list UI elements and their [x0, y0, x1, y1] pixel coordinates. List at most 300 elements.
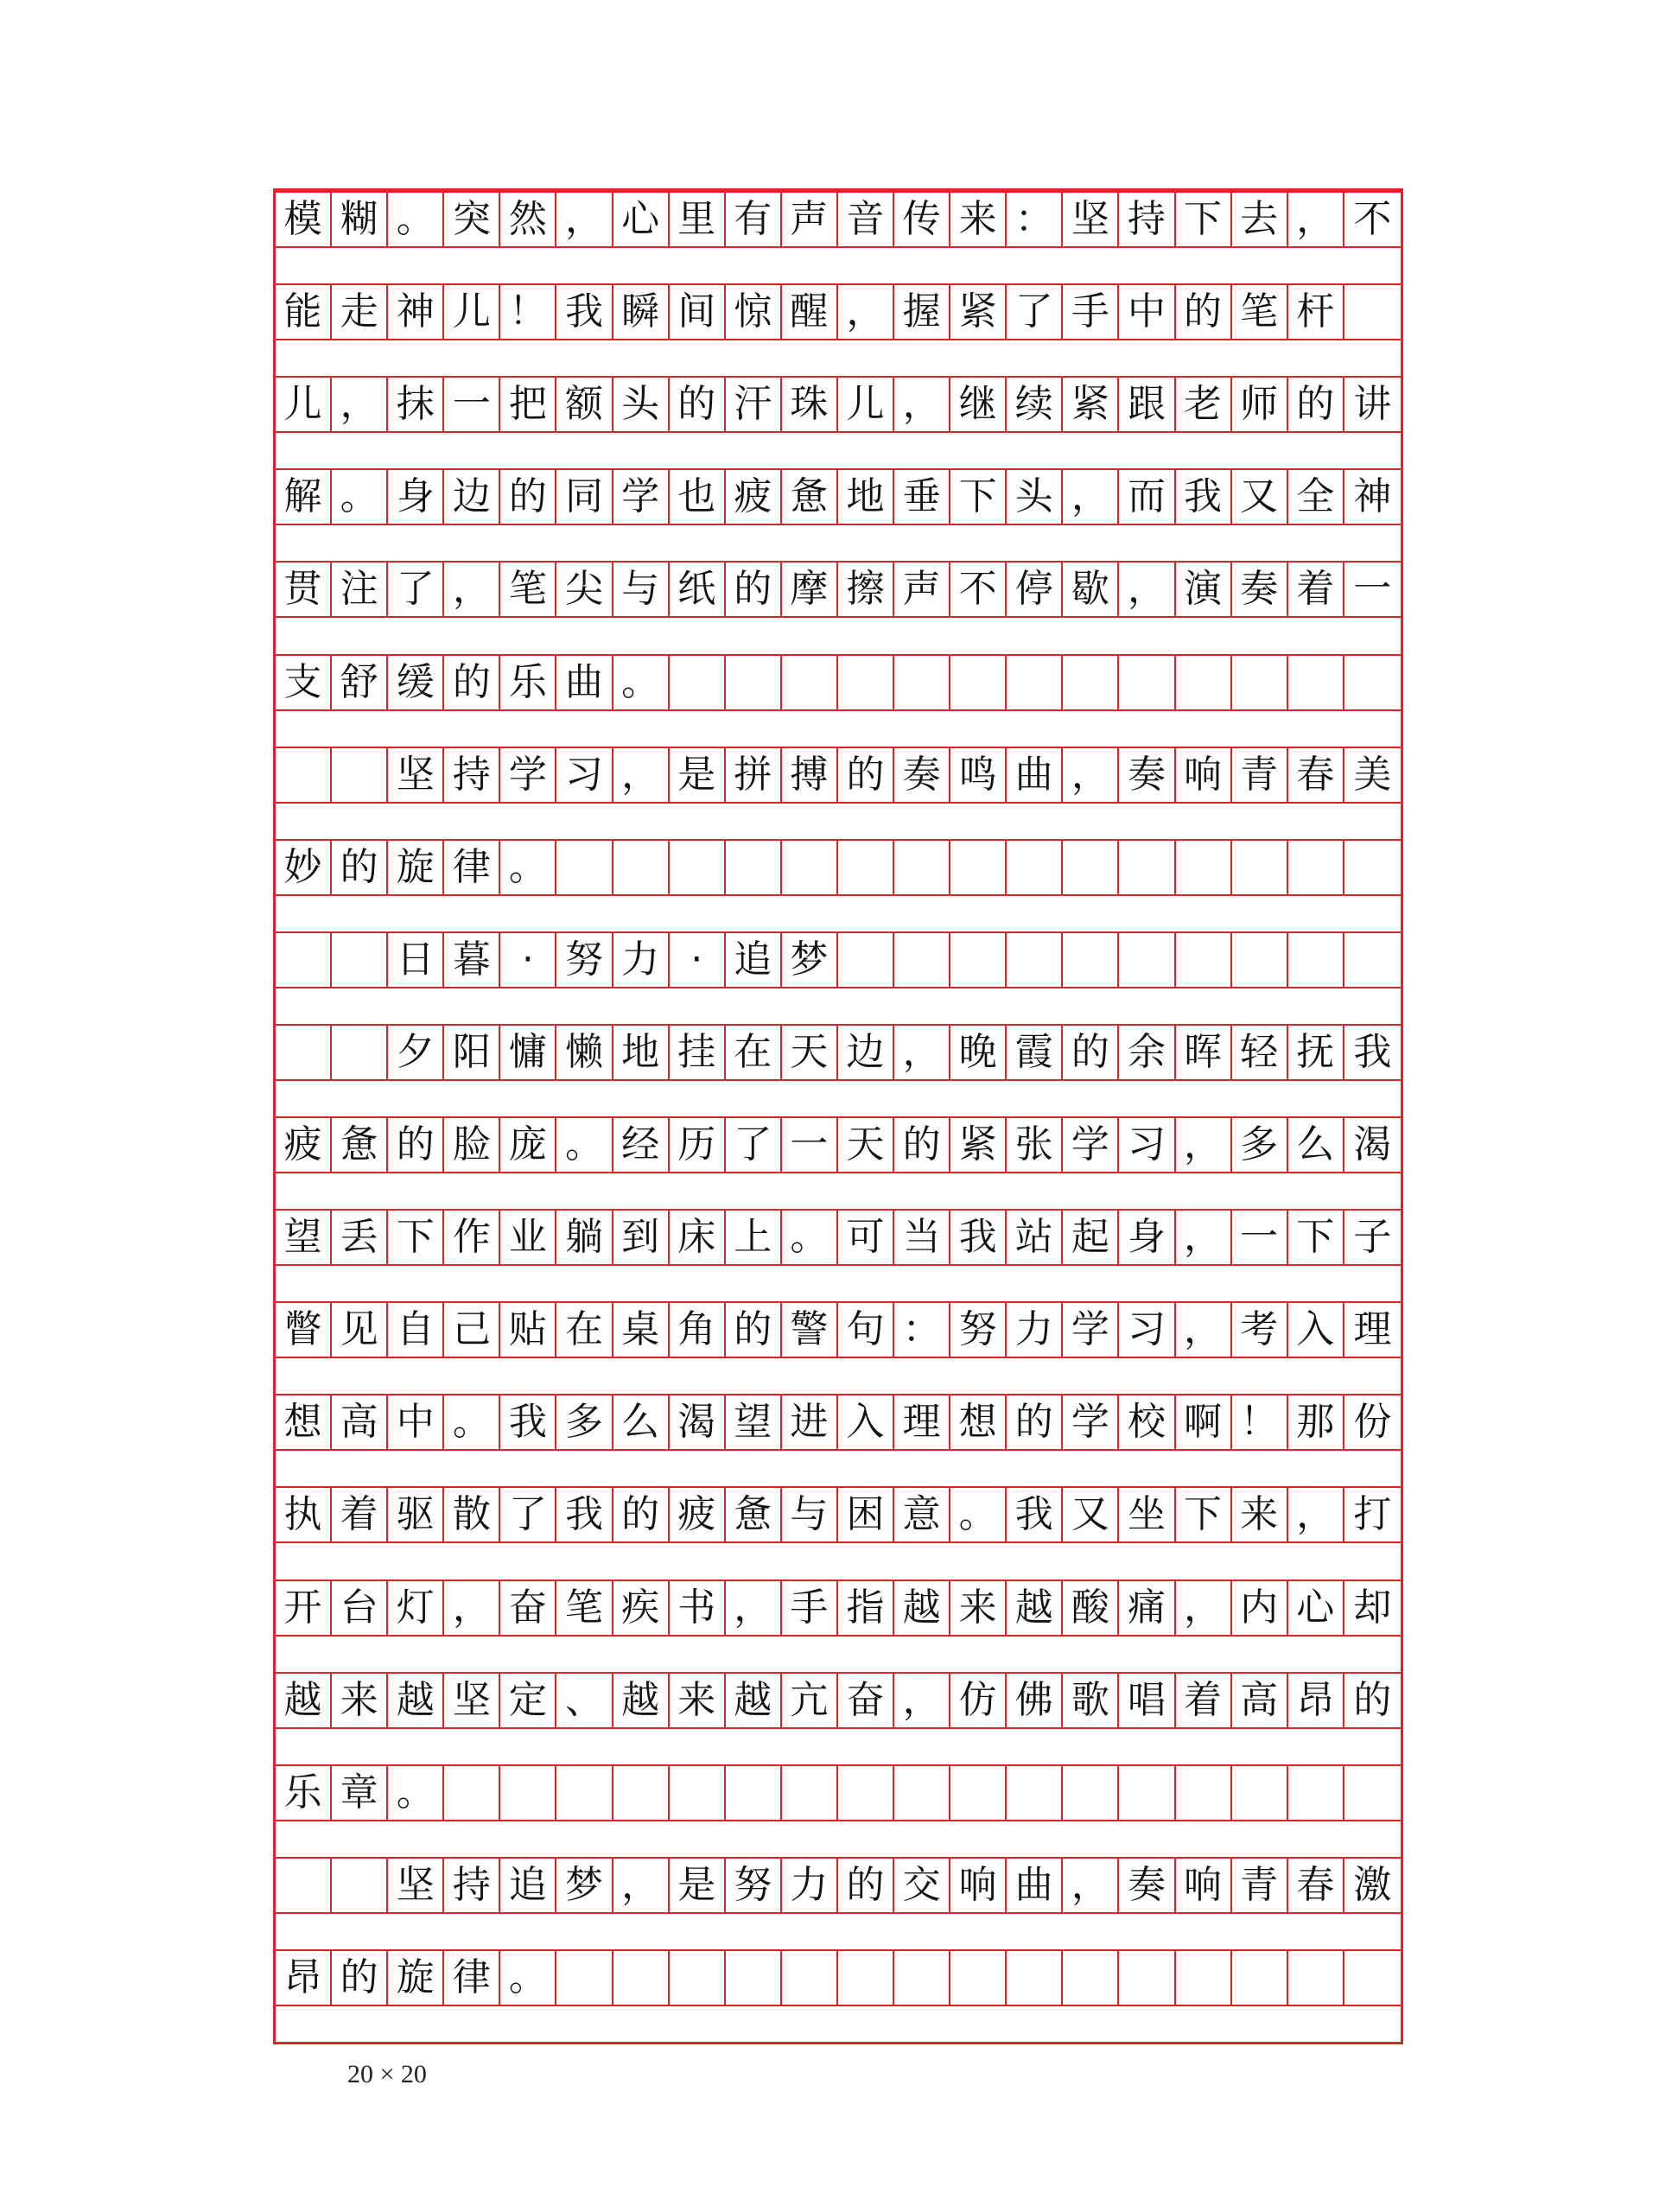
grid-cell: 学 — [1063, 1303, 1119, 1357]
grid-cell: 么 — [1288, 1118, 1344, 1172]
grid-cell: 仿 — [950, 1674, 1007, 1727]
grid-cell: 醒 — [782, 285, 838, 339]
grid-cell: 啊 — [1176, 1395, 1232, 1449]
grid-cell: ， — [894, 1026, 950, 1079]
grid-cell: 与 — [782, 1488, 838, 1541]
grid-cell — [332, 1026, 388, 1079]
grid-cell: 那 — [1288, 1395, 1344, 1449]
grid-cell — [894, 1951, 950, 2005]
grid-row — [276, 468, 1401, 525]
grid-cell: 旋 — [388, 1951, 444, 2005]
grid-cell: 头 — [1007, 470, 1063, 524]
grid-cell — [1232, 656, 1288, 709]
grid-cell: 又 — [1063, 1488, 1119, 1541]
grid-cell: 惫 — [782, 470, 838, 524]
grid-cell: 贯 — [276, 563, 332, 616]
grid-row — [276, 561, 1401, 618]
grid-cell: 笔 — [556, 1581, 613, 1635]
grid-cell: 持 — [1119, 193, 1175, 246]
grid-cell: 份 — [1353, 1400, 1392, 1445]
grid-cell — [1232, 933, 1288, 987]
grid-cell: 渴 — [670, 1395, 726, 1449]
grid-cell: 来 — [950, 1581, 1007, 1635]
grid-cell: ， — [556, 193, 613, 246]
grid-row — [276, 1949, 1401, 2006]
grid-cell: 昂 — [276, 1951, 332, 2005]
grid-cell — [1288, 656, 1344, 709]
grid-cell — [1288, 1951, 1344, 2005]
grid-cell: 曲 — [1007, 748, 1063, 802]
grid-cell: 坚 — [444, 1674, 500, 1727]
grid-cell: 学 — [1063, 1395, 1119, 1449]
grid-cell: 慵 — [500, 1026, 556, 1079]
grid-cell: 激 — [1353, 1862, 1392, 1907]
grid-cell: 的 — [500, 470, 556, 524]
grid-cell: 注 — [332, 563, 388, 616]
grid-cell: 来 — [332, 1674, 388, 1727]
grid-cell: ， — [1119, 563, 1175, 616]
grid-cell: 下 — [1176, 1488, 1232, 1541]
grid-cell: 继 — [950, 378, 1007, 431]
grid-cell: 抹 — [388, 378, 444, 431]
grid-cell: 律 — [444, 1951, 500, 2005]
grid-cell: 当 — [894, 1211, 950, 1264]
grid-cell — [276, 933, 332, 987]
grid-cell: 身 — [388, 470, 444, 524]
grid-cell: 越 — [276, 1674, 332, 1727]
grid-cell: 青 — [1232, 748, 1288, 802]
grid-cell: 中 — [1119, 285, 1175, 339]
grid-row — [276, 839, 1401, 896]
grid-cell: 的 — [1007, 1395, 1063, 1449]
grid-cell: 糊 — [332, 193, 388, 246]
grid-cell: ， — [1176, 1303, 1232, 1357]
grid-cell — [1119, 841, 1175, 894]
grid-cell: 内 — [1232, 1581, 1288, 1635]
grid-cell: 又 — [1232, 470, 1288, 524]
grid-cell: 我 — [500, 1395, 556, 1449]
grid-cell: 阳 — [444, 1026, 500, 1079]
grid-cell: 师 — [1232, 378, 1288, 431]
grid-cell: 我 — [1007, 1488, 1063, 1541]
grid-cell — [332, 1859, 388, 1912]
grid-cell: 章 — [332, 1766, 388, 1820]
grid-cell: 力 — [782, 1859, 838, 1912]
grid-cell: 挂 — [670, 1026, 726, 1079]
grid-cell: 晖 — [1176, 1026, 1232, 1079]
grid-cell — [1119, 933, 1175, 987]
grid-cell: 困 — [838, 1488, 894, 1541]
grid-cell: 紧 — [950, 1118, 1007, 1172]
grid-cell — [670, 1951, 726, 2005]
grid-cell: 越 — [726, 1674, 782, 1727]
grid-row — [276, 1209, 1401, 1266]
grid-cell — [1232, 1766, 1288, 1820]
grid-cell — [950, 933, 1007, 987]
grid-cell — [1063, 1766, 1119, 1820]
grid-cell: 想 — [950, 1395, 1007, 1449]
grid-cell — [1063, 1951, 1119, 2005]
grid-cell — [500, 1766, 556, 1820]
grid-cell: ， — [1176, 1211, 1232, 1264]
grid-cell — [838, 656, 894, 709]
grid-cell: 的 — [1288, 378, 1344, 431]
grid-cell: 。 — [500, 1951, 556, 2005]
grid-cell: 儿 — [444, 285, 500, 339]
grid-cell: 的 — [726, 563, 782, 616]
grid-cell: 笔 — [500, 563, 556, 616]
grid-cell: 指 — [838, 1581, 894, 1635]
grid-cell: 高 — [1232, 1674, 1288, 1727]
grid-cell — [1344, 841, 1401, 894]
grid-cell: 驱 — [388, 1488, 444, 1541]
grid-cell: 地 — [838, 470, 894, 524]
grid-cell: 我 — [1353, 1029, 1392, 1074]
grid-cell: 的 — [894, 1118, 950, 1172]
grid-cell: 。 — [556, 1118, 613, 1172]
grid-cell — [1176, 1766, 1232, 1820]
grid-cell: 日 — [388, 933, 444, 987]
grid-cell — [1007, 933, 1063, 987]
grid-cell: 跟 — [1119, 378, 1175, 431]
grid-cell: 么 — [613, 1395, 670, 1449]
grid-cell: 儿 — [838, 378, 894, 431]
grid-cell: ！ — [1232, 1395, 1288, 1449]
grid-cell: 疾 — [613, 1581, 670, 1635]
grid-cell: 努 — [950, 1303, 1007, 1357]
grid-cell: 习 — [556, 748, 613, 802]
grid-cell: 心 — [613, 193, 670, 246]
grid-cell: 汗 — [726, 378, 782, 431]
grid-cell: 到 — [613, 1211, 670, 1264]
grid-cell — [613, 841, 670, 894]
grid-cell: 习 — [1119, 1118, 1175, 1172]
grid-cell — [782, 841, 838, 894]
grid-cell: 理 — [894, 1395, 950, 1449]
grid-cell: 角 — [670, 1303, 726, 1357]
grid-cell: 作 — [444, 1211, 500, 1264]
grid-row — [276, 931, 1401, 988]
grid-cell — [1232, 841, 1288, 894]
grid-cell: 然 — [500, 193, 556, 246]
grid-cell: 珠 — [782, 378, 838, 431]
grid-cell: 梦 — [556, 1859, 613, 1912]
grid-cell: 是 — [670, 748, 726, 802]
grid-cell: 有 — [726, 193, 782, 246]
grid-cell: ， — [444, 563, 500, 616]
grid-cell — [1007, 841, 1063, 894]
grid-row — [276, 1301, 1401, 1358]
grid-cell: 学 — [500, 748, 556, 802]
grid-cell: 。 — [782, 1211, 838, 1264]
grid-cell: 天 — [782, 1026, 838, 1079]
grid-row — [276, 1857, 1401, 1914]
grid-cell: 打 — [1353, 1492, 1392, 1537]
grid-cell: 一 — [1232, 1211, 1288, 1264]
grid-cell: 着 — [1176, 1674, 1232, 1727]
grid-cell: 突 — [444, 193, 500, 246]
grid-cell: 多 — [1232, 1118, 1288, 1172]
grid-cell: 神 — [1353, 474, 1392, 519]
grid-row — [276, 1672, 1401, 1729]
grid-cell: 的 — [838, 1859, 894, 1912]
grid-cell: 间 — [670, 285, 726, 339]
grid-cell — [838, 933, 894, 987]
grid-cell: 望 — [276, 1211, 332, 1264]
grid-cell: 。 — [388, 193, 444, 246]
grid-cell — [950, 1766, 1007, 1820]
grid-cell: 抚 — [1288, 1026, 1344, 1079]
grid-cell: 了 — [1007, 285, 1063, 339]
grid-cell: 不 — [1353, 197, 1392, 241]
grid-cell: 惊 — [726, 285, 782, 339]
grid-cell: 尖 — [556, 563, 613, 616]
grid-cell: ： — [894, 1303, 950, 1357]
grid-cell: 丢 — [332, 1211, 388, 1264]
grid-cell: ， — [894, 378, 950, 431]
grid-cell: · — [670, 933, 726, 987]
grid-cell: 下 — [1176, 193, 1232, 246]
grid-cell: 疲 — [670, 1488, 726, 1541]
grid-cell: 的 — [332, 841, 388, 894]
grid-cell: 响 — [1176, 1859, 1232, 1912]
grid-cell — [670, 656, 726, 709]
grid-cell: 续 — [1007, 378, 1063, 431]
grid-cell — [1288, 933, 1344, 987]
grid-cell — [1176, 1951, 1232, 2005]
grid-cell: 越 — [1007, 1581, 1063, 1635]
grid-cell: 乐 — [500, 656, 556, 709]
grid-cell: 桌 — [613, 1303, 670, 1357]
grid-cell: 入 — [1288, 1303, 1344, 1357]
grid-cell: 的 — [1176, 285, 1232, 339]
grid-row — [276, 747, 1401, 804]
grid-cell: 能 — [276, 285, 332, 339]
grid-cell: 律 — [444, 841, 500, 894]
grid-cell — [1232, 1951, 1288, 2005]
grid-cell: 多 — [556, 1395, 613, 1449]
grid-cell: 自 — [388, 1303, 444, 1357]
grid-cell: ， — [332, 378, 388, 431]
grid-cell: 痛 — [1119, 1581, 1175, 1635]
grid-cell: 的 — [1353, 1677, 1392, 1722]
grid-cell — [1344, 656, 1401, 709]
grid-cell: 擦 — [838, 563, 894, 616]
grid-cell: 也 — [670, 470, 726, 524]
grid-cell: 脸 — [444, 1118, 500, 1172]
grid-cell — [556, 1951, 613, 2005]
grid-cell: 暮 — [444, 933, 500, 987]
grid-cell: 灯 — [388, 1581, 444, 1635]
grid-cell — [332, 748, 388, 802]
grid-cell — [1288, 1766, 1344, 1820]
grid-cell: 努 — [726, 1859, 782, 1912]
grid-cell: 在 — [556, 1303, 613, 1357]
grid-cell: 青 — [1232, 1859, 1288, 1912]
grid-cell: 了 — [726, 1118, 782, 1172]
grid-row — [276, 376, 1401, 433]
grid-cell: 瞬 — [613, 285, 670, 339]
grid-row — [276, 1116, 1401, 1173]
grid-cell: 亢 — [782, 1674, 838, 1727]
grid-cell: 讲 — [1353, 382, 1392, 427]
grid-cell: 搏 — [782, 748, 838, 802]
grid-cell: 来 — [950, 193, 1007, 246]
grid-cell: 定 — [500, 1674, 556, 1727]
grid-cell — [556, 1766, 613, 1820]
grid-cell: 走 — [332, 285, 388, 339]
grid-cell: 来 — [670, 1674, 726, 1727]
grid-cell: 解 — [276, 470, 332, 524]
grid-cell: 梦 — [782, 933, 838, 987]
grid-cell: ， — [613, 748, 670, 802]
grid-cell: 下 — [1288, 1211, 1344, 1264]
grid-cell: 身 — [1119, 1211, 1175, 1264]
grid-cell: 音 — [838, 193, 894, 246]
grid-cell: 坚 — [388, 748, 444, 802]
grid-cell: 老 — [1176, 378, 1232, 431]
grid-cell: 奏 — [1232, 563, 1288, 616]
grid-cell: 手 — [1063, 285, 1119, 339]
grid-cell: 经 — [613, 1118, 670, 1172]
grid-cell: 把 — [500, 378, 556, 431]
grid-cell: 我 — [1176, 470, 1232, 524]
grid-row — [276, 283, 1401, 340]
grid-cell: 是 — [670, 1859, 726, 1912]
grid-cell: 可 — [838, 1211, 894, 1264]
grid-cell: 模 — [276, 193, 332, 246]
grid-cell: 曲 — [556, 656, 613, 709]
grid-cell: 的 — [332, 1951, 388, 2005]
grid-cell: 贴 — [500, 1303, 556, 1357]
grid-cell: 声 — [782, 193, 838, 246]
grid-cell: ， — [1288, 193, 1344, 246]
grid-cell: 美 — [1353, 752, 1392, 797]
grid-cell: 我 — [556, 285, 613, 339]
grid-row — [276, 1764, 1401, 1821]
grid-cell — [276, 748, 332, 802]
grid-cell — [838, 841, 894, 894]
grid-cell — [1344, 933, 1401, 987]
grid-cell: 心 — [1288, 1581, 1344, 1635]
grid-cell — [1344, 285, 1401, 339]
grid-cell: ： — [1007, 193, 1063, 246]
grid-cell: 唱 — [1119, 1674, 1175, 1727]
grid-cell — [1176, 656, 1232, 709]
grid-cell — [1344, 1951, 1401, 2005]
grid-cell: 惫 — [726, 1488, 782, 1541]
grid-cell: 执 — [276, 1488, 332, 1541]
grid-cell — [1063, 933, 1119, 987]
grid-cell: 句 — [838, 1303, 894, 1357]
grid-cell: ， — [1288, 1488, 1344, 1541]
grid-cell: 。 — [332, 470, 388, 524]
grid-cell: ， — [1176, 1581, 1232, 1635]
grid-cell: 瞥 — [276, 1303, 332, 1357]
grid-cell: 的 — [1063, 1026, 1119, 1079]
grid-cell: 奋 — [500, 1581, 556, 1635]
grid-cell: 舒 — [332, 656, 388, 709]
grid-cell — [670, 1766, 726, 1820]
grid-cell: 理 — [1353, 1307, 1392, 1352]
grid-cell: 演 — [1176, 563, 1232, 616]
grid-cell: 子 — [1353, 1215, 1392, 1260]
grid-cell: 的 — [670, 378, 726, 431]
grid-cell — [726, 841, 782, 894]
grid-cell: 奏 — [1119, 748, 1175, 802]
grid-cell: 渴 — [1353, 1122, 1392, 1166]
grid-cell: 不 — [950, 563, 1007, 616]
grid-cell: 努 — [556, 933, 613, 987]
grid-cell: 晚 — [950, 1026, 1007, 1079]
grid-cell: ！ — [500, 285, 556, 339]
grid-cell: 的 — [613, 1488, 670, 1541]
grid-cell: 鸣 — [950, 748, 1007, 802]
grid-cell — [726, 1766, 782, 1820]
grid-cell — [613, 1951, 670, 2005]
grid-cell: 下 — [950, 470, 1007, 524]
grid-cell: 握 — [894, 285, 950, 339]
grid-cell — [782, 1766, 838, 1820]
grid-cell: 的 — [726, 1303, 782, 1357]
grid-cell — [1119, 1766, 1175, 1820]
grid-cell: 。 — [388, 1766, 444, 1820]
grid-cell — [1063, 841, 1119, 894]
grid-cell: 拼 — [726, 748, 782, 802]
grid-cell: ， — [1063, 1859, 1119, 1912]
grid-cell: 着 — [332, 1488, 388, 1541]
grid-cell — [1288, 841, 1344, 894]
grid-cell: 入 — [838, 1395, 894, 1449]
grid-cell: 己 — [444, 1303, 500, 1357]
grid-cell: 曲 — [1007, 1859, 1063, 1912]
grid-cell: 余 — [1119, 1026, 1175, 1079]
grid-cell — [332, 933, 388, 987]
grid-cell: 响 — [950, 1859, 1007, 1912]
grid-cell: 床 — [670, 1211, 726, 1264]
grid-cell — [1176, 841, 1232, 894]
grid-cell: 了 — [500, 1488, 556, 1541]
grid-cell: 高 — [332, 1395, 388, 1449]
grid-cell: 酸 — [1063, 1581, 1119, 1635]
grid-cell: ， — [726, 1581, 782, 1635]
grid-cell: 开 — [276, 1581, 332, 1635]
grid-cell: ， — [1063, 470, 1119, 524]
grid-cell: 坚 — [1063, 193, 1119, 246]
grid-cell: 坐 — [1119, 1488, 1175, 1541]
grid-cell — [670, 841, 726, 894]
grid-cell: 边 — [444, 470, 500, 524]
grid-cell: 一 — [444, 378, 500, 431]
grid-cell: 来 — [1232, 1488, 1288, 1541]
grid-cell: 懒 — [556, 1026, 613, 1079]
grid-cell: ， — [894, 1674, 950, 1727]
grid-cell: 追 — [500, 1859, 556, 1912]
grid-cell — [1007, 1951, 1063, 2005]
grid-cell: 躺 — [556, 1211, 613, 1264]
grid-cell: 轻 — [1232, 1026, 1288, 1079]
grid-row — [276, 1486, 1401, 1543]
grid-cell: 张 — [1007, 1118, 1063, 1172]
grid-cell: 上 — [726, 1211, 782, 1264]
grid-cell — [838, 1766, 894, 1820]
grid-cell: 学 — [613, 470, 670, 524]
grid-cell — [1344, 1766, 1401, 1820]
grid-cell: 坚 — [388, 1859, 444, 1912]
grid-cell: 里 — [670, 193, 726, 246]
grid-cell: 传 — [894, 193, 950, 246]
grid-cell — [1176, 933, 1232, 987]
